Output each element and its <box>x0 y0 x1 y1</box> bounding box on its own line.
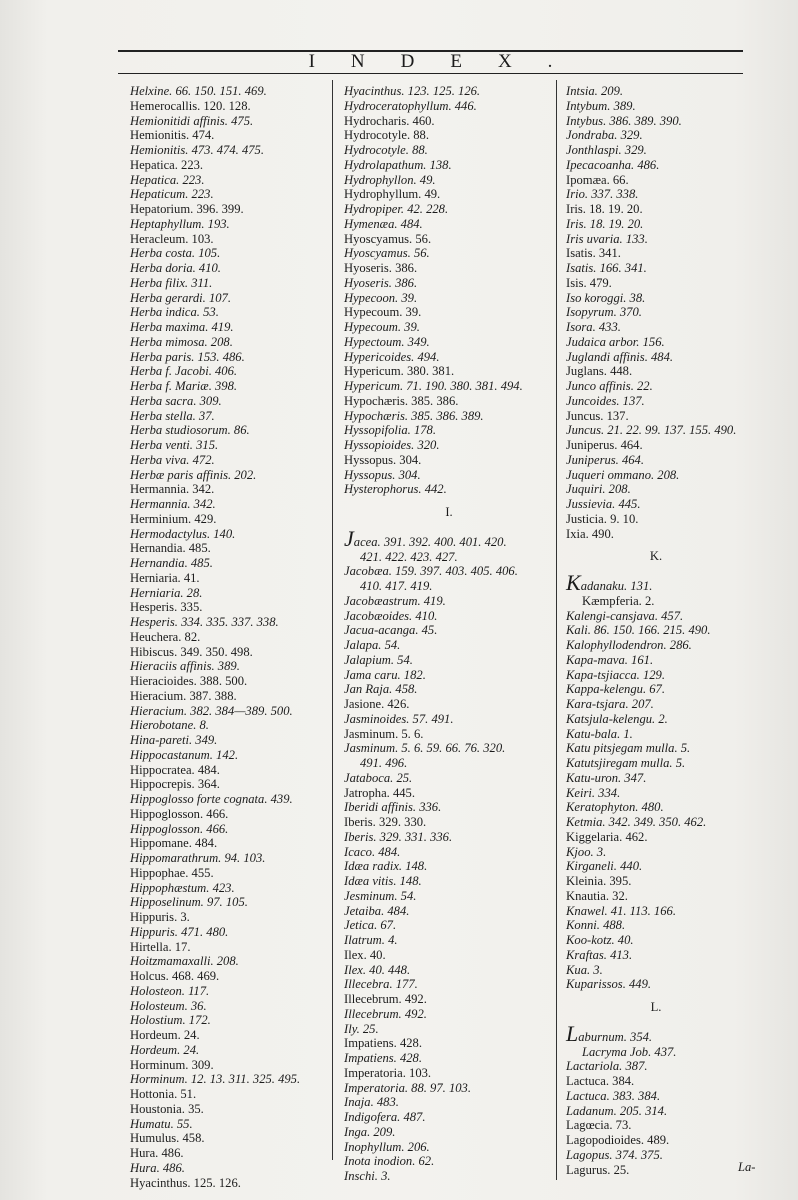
index-entry: Impatiens. 428. <box>344 1036 422 1051</box>
index-entry: Houstonia. 35. <box>130 1101 204 1116</box>
index-entry: Juncus. 137. <box>566 408 629 423</box>
index-entry: Illecebra. 177. <box>344 977 418 992</box>
index-entry: Kadanaku. 131. <box>566 570 653 595</box>
column-divider-right <box>556 80 557 1180</box>
index-entry: Jetica. 67. <box>344 918 397 933</box>
index-entry: Inota inodion. 62. <box>344 1154 435 1169</box>
page-title: INDEX. <box>308 51 589 72</box>
index-entry: Holcus. 468. 469. <box>130 969 220 983</box>
index-entry: Intsia. 209. <box>566 84 624 98</box>
index-entry: Jasminum. 5. 6. 59. 66. 76. 320. <box>344 741 506 756</box>
index-entry: Lagœcia. 73. <box>566 1118 632 1133</box>
index-column-2 <box>344 84 554 1184</box>
section-letter: L. <box>650 1000 662 1014</box>
index-entry: Hyssopus. 304. <box>344 452 422 467</box>
index-entry: Hura. 486. <box>130 1160 185 1175</box>
index-entry: Ixia. 490. <box>566 526 614 541</box>
index-entry: Ily. 25. <box>344 1021 379 1036</box>
index-entry: Jan Raja. 458. <box>344 682 418 697</box>
index-entry: Hippoglosson. 466. <box>130 806 229 821</box>
index-entry: Juglans. 448. <box>566 364 633 379</box>
section-letter: I. <box>445 505 453 519</box>
index-entry: Herba paris. 153. 486. <box>130 349 245 364</box>
index-entry: Hermannia. 342. <box>130 482 215 497</box>
index-entry: Ilex. 40. <box>344 947 386 962</box>
index-entry: Hyssopus. 304. <box>344 467 421 482</box>
index-entry: Jasminoides. 57. 491. <box>344 711 454 726</box>
index-entry: Hymenæa. 484. <box>344 216 423 231</box>
index-entry: Horminum. 12. 13. 311. 325. 495. <box>130 1072 301 1087</box>
index-entry: Koo-kotz. 40. <box>566 933 634 947</box>
index-entry: Hydrocotyle. 88. <box>344 128 429 143</box>
index-entry: Heracleum. 103. <box>130 231 214 246</box>
index-entry: Hydrophyllum. 49. <box>344 187 441 202</box>
index-entry: Indigofera. 487. <box>344 1110 426 1124</box>
index-entry: Hieracium. 382. 384—389. 500. <box>130 703 293 718</box>
index-entry: Herba filix. 311. <box>130 275 213 290</box>
index-entry: Hordeum. 24. <box>130 1028 200 1042</box>
index-entry: Holosteum. 36. <box>130 998 207 1013</box>
index-entry: Heptaphyllum. 193. <box>130 216 230 231</box>
index-entry: Ladanum. 205. 314. <box>566 1103 668 1118</box>
index-entry: Hyoscyamus. 56. <box>344 246 430 261</box>
index-entry: Hydrocotyle. 88. <box>344 143 428 157</box>
index-entry: Kapa-tsjiacca. 129. <box>566 667 665 682</box>
index-entry: Hemerocallis. 120. 128. <box>130 98 251 113</box>
index-entry: Laburnum. 354. <box>566 1020 653 1046</box>
index-entry: Iris uvaria. 133. <box>566 231 648 246</box>
index-entry: Jacobæoides. 410. <box>344 608 438 623</box>
index-entry: Isopyrum. 370. <box>566 305 642 320</box>
index-entry: Juquiri. 208. <box>566 482 631 497</box>
index-entry: Horminum. 309. <box>130 1057 214 1072</box>
index-entry: Kjoo. 3. <box>566 844 607 859</box>
index-entry: Intybum. 389. <box>566 98 636 113</box>
index-entry: Herba mimosa. 208. <box>130 334 233 349</box>
index-entry: Herba venti. 315. <box>130 438 219 452</box>
index-entry: Kua. 3. <box>566 962 603 977</box>
index-entry: Hottonia. 51. <box>130 1087 197 1101</box>
index-entry: Illecebrum. 492. <box>344 1006 427 1021</box>
index-entry: Herba maxima. 419. <box>130 320 234 334</box>
index-entry: Hypochæris. 385. 386. 389. <box>344 408 484 423</box>
index-entry: Juncus. 21. 22. 99. 137. 155. 490. <box>566 423 737 438</box>
index-entry: Hernandia. 485. <box>130 541 211 556</box>
index-entry: Humulus. 458. <box>130 1131 205 1146</box>
index-entry: Hippophæstum. 423. <box>130 880 235 895</box>
index-entry: Icaco. 484. <box>344 844 401 859</box>
index-entry-continuation: 410. 417. 419. <box>360 579 433 593</box>
index-entry-continuation: Lacryma Job. 437. <box>582 1044 677 1059</box>
index-entry: Katutsjiregam mulla. 5. <box>566 756 686 770</box>
index-entry: Hermannia. 342. <box>130 497 216 511</box>
index-entry: Herba gerardi. 107. <box>130 290 231 305</box>
index-entry: Hibiscus. 349. 350. 498. <box>130 644 253 659</box>
index-entry: Imperatoria. 103. <box>344 1065 432 1080</box>
index-entry: Jacea. 391. 392. 400. 401. 420. <box>344 525 507 551</box>
index-entry: Lactariola. 387. <box>566 1059 648 1074</box>
index-entry: Hippoglosso forte cognata. 439. <box>130 792 293 806</box>
index-entry: Herba doria. 410. <box>130 261 221 275</box>
index-entry: Katu pitsjegam mulla. 5. <box>566 741 691 756</box>
index-entry: Hypericoides. 494. <box>344 349 440 364</box>
index-entry: Jasminum. 5. 6. <box>344 726 424 741</box>
index-entry: Ketmia. 342. 349. 350. 462. <box>566 815 707 829</box>
column-divider-left <box>332 80 333 1160</box>
index-entry: Heuchera. 82. <box>130 629 201 644</box>
index-entry: Herba studiosorum. 86. <box>130 423 250 438</box>
index-entry-continuation: Kæmpferia. 2. <box>582 593 655 608</box>
index-entry: Lagopodioides. 489. <box>566 1133 670 1147</box>
index-entry: Kapa-mava. 161. <box>566 652 654 667</box>
index-entry: Iberidi affinis. 336. <box>344 800 442 815</box>
index-entry: Hippomarathrum. 94. 103. <box>130 851 266 865</box>
index-entry: Isora. 433. <box>566 320 621 334</box>
index-entry: Hieraciis affinis. 389. <box>130 659 240 674</box>
index-entry: Juniperus. 464. <box>566 452 645 467</box>
index-entry: Lactuca. 384. <box>566 1074 635 1088</box>
index-entry: Idæa vitis. 148. <box>344 874 422 888</box>
index-entry: Knautia. 32. <box>566 888 628 903</box>
index-column-1 <box>130 84 326 1190</box>
index-entry: Intybus. 386. 389. 390. <box>566 113 682 128</box>
index-entry: Jatropha. 445. <box>344 785 415 800</box>
index-entry: Hepatica. 223. <box>130 157 204 172</box>
index-entry: Inschi. 3. <box>344 1169 391 1183</box>
index-entry: Jacobæa. 159. 397. 403. 405. 406. <box>344 564 518 579</box>
index-entry: Hoitzmamaxalli. 208. <box>130 954 239 969</box>
index-entry: Hysterophorus. 442. <box>344 482 447 497</box>
index-entry: Irio. 337. 338. <box>566 187 639 202</box>
index-entry: Hemionitis. 474. <box>130 128 215 143</box>
index-entry: Justicia. 9. 10. <box>566 511 639 526</box>
index-entry: Hippocastanum. 142. <box>130 747 239 762</box>
index-entry: Lactuca. 383. 384. <box>566 1088 661 1103</box>
index-entry: Hypericum. 71. 190. 380. 381. 494. <box>344 379 523 393</box>
index-entry: Hypochæris. 385. 386. <box>344 393 459 408</box>
index-entry: Katu-uron. 347. <box>566 770 647 785</box>
index-entry: Hippocrepis. 364. <box>130 777 220 792</box>
index-entry: Lagopus. 374. 375. <box>566 1147 663 1162</box>
index-entry: Inaja. 483. <box>344 1095 399 1110</box>
index-entry: Juglandi affinis. 484. <box>566 349 674 364</box>
index-entry: Hypecoon. 39. <box>344 290 418 305</box>
index-entry: Herniaria. 41. <box>130 570 200 585</box>
index-entry: Kappa-kelengu. 67. <box>566 682 665 697</box>
index-entry: Hyssopioides. 320. <box>344 438 440 452</box>
index-entry: Herminium. 429. <box>130 511 217 526</box>
index-entry: Iris. 18. 19. 20. <box>566 216 644 231</box>
index-entry: Jacobæastrum. 419. <box>344 593 446 608</box>
index-entry: Hemionitis. 473. 474. 475. <box>130 143 264 157</box>
index-entry: Jussievia. 445. <box>566 497 641 511</box>
index-entry: Jataboca. 25. <box>344 770 413 785</box>
index-entry: Keratophyton. 480. <box>566 800 664 815</box>
index-entry: Iso koroggi. 38. <box>566 290 646 305</box>
index-entry: Jasione. 426. <box>344 697 410 711</box>
index-entry: Jetaiba. 484. <box>344 903 410 918</box>
index-entry: Hyacinthus. 125. 126. <box>130 1175 241 1190</box>
index-entry: Hyssopifolia. 178. <box>344 423 437 438</box>
index-entry: Hyoseris. 386. <box>344 261 418 275</box>
index-entry: Isis. 479. <box>566 275 612 290</box>
index-entry: Ipecacoanha. 486. <box>566 157 660 172</box>
index-entry: Ilatrum. 4. <box>344 933 398 947</box>
index-entry: Herba stella. 37. <box>130 408 215 423</box>
index-entry: Kali. 86. 150. 166. 215. 490. <box>566 623 711 638</box>
index-entry: Iberis. 329. 330. <box>344 815 427 829</box>
index-entry: Hydropiper. 42. 228. <box>344 202 449 216</box>
index-entry: Isatis. 166. 341. <box>566 261 647 275</box>
index-entry: Juniperus. 464. <box>566 438 643 452</box>
header-bottom-rule <box>118 73 743 74</box>
index-entry: Kleinia. 395. <box>566 874 632 888</box>
index-entry: Jacua-acanga. 45. <box>344 623 438 638</box>
index-entry: Hepaticum. 223. <box>130 187 214 202</box>
index-entry: Hippoglosson. 466. <box>130 821 229 836</box>
index-entry: Konni. 488. <box>566 918 626 933</box>
index-entry: Hura. 486. <box>130 1146 184 1160</box>
index-entry: Helxine. 66. 150. 151. 469. <box>130 84 267 98</box>
index-entry: Hierobotane. 8. <box>130 718 209 733</box>
index-entry: Hordeum. 24. <box>130 1042 200 1057</box>
index-entry: Hieracium. 387. 388. <box>130 688 237 703</box>
index-entry: Hipposelinum. 97. 105. <box>130 895 248 910</box>
index-entry: Isatis. 341. <box>566 246 621 261</box>
index-entry: Hepatica. 223. <box>130 172 205 187</box>
index-entry: Hepatorium. 396. 399. <box>130 202 244 216</box>
index-entry: Katu-bala. 1. <box>566 726 633 741</box>
index-entry: Jalapium. 54. <box>344 652 413 667</box>
index-entry: Junco affinis. 22. <box>566 379 653 393</box>
index-entry: Hydrolapathum. 138. <box>344 157 452 172</box>
index-entry: Kuparissos. 449. <box>566 977 652 992</box>
index-entry: Herbæ paris affinis. 202. <box>130 467 257 482</box>
index-entry: Hina-pareti. 349. <box>130 733 218 747</box>
index-entry: Hippophae. 455. <box>130 865 214 880</box>
index-entry: Hemionitidi affinis. 475. <box>130 113 254 128</box>
index-entry: Impatiens. 428. <box>344 1051 423 1065</box>
index-entry: Imperatoria. 88. 97. 103. <box>344 1080 471 1095</box>
index-entry: Hypecoum. 39. <box>344 305 422 320</box>
index-entry: Iris. 18. 19. 20. <box>566 202 643 216</box>
index-entry: Jalapa. 54. <box>344 638 401 652</box>
index-entry: Hyoseris. 386. <box>344 275 418 290</box>
index-entry: Kalengi-cansjava. 457. <box>566 608 684 623</box>
index-entry: Herba f. Jacobi. 406. <box>130 364 238 379</box>
index-entry: Herba viva. 472. <box>130 452 215 467</box>
index-entry: Herba f. Mariæ. 398. <box>130 379 238 393</box>
index-entry: Kraftas. 413. <box>566 947 633 962</box>
index-entry: Hippomane. 484. <box>130 836 218 851</box>
index-column-3 <box>566 84 746 1177</box>
index-entry: Jama caru. 182. <box>344 667 426 682</box>
index-entry: Illecebrum. 492. <box>344 992 427 1006</box>
index-entry: Hydrocharis. 460. <box>344 113 435 128</box>
index-entry: Hyacinthus. 123. 125. 126. <box>344 84 481 98</box>
index-entry: Hieracioides. 388. 500. <box>130 674 248 688</box>
index-entry: Inophyllum. 206. <box>344 1139 430 1154</box>
index-entry: Hydroceratophyllum. 446. <box>344 98 477 113</box>
index-entry: Hippocratea. 484. <box>130 762 220 777</box>
index-entry: Hippuris. 471. 480. <box>130 924 229 939</box>
index-entry: Holostium. 172. <box>130 1013 211 1028</box>
section-letter: K. <box>649 549 663 564</box>
index-entry: Holosteon. 117. <box>130 983 210 998</box>
index-entry: Kara-tsjara. 207. <box>566 697 654 711</box>
index-entry: Idæa radix. 148. <box>344 859 428 874</box>
index-entry: Hypericum. 380. 381. <box>344 364 455 379</box>
index-entry: Jonthlaspi. 329. <box>566 143 647 157</box>
index-entry: Hirtella. 17. <box>130 939 191 954</box>
index-entry: Hypectoum. 349. <box>344 334 430 349</box>
index-entry: Iberis. 329. 331. 336. <box>344 829 453 844</box>
index-entry: Keiri. 334. <box>566 785 621 800</box>
index-entry: Hydrophyllon. 49. <box>344 172 436 187</box>
index-entry: Hyoscyamus. 56. <box>344 231 432 246</box>
index-entry-continuation: 421. 422. 423. 427. <box>360 549 458 564</box>
index-entry: Kiggelaria. 462. <box>566 829 648 844</box>
page-header <box>118 48 743 76</box>
index-entry: Hernandia. 485. <box>130 556 213 570</box>
index-entry: Hesperis. 335. <box>130 600 203 615</box>
index-entry: Herba costa. 105. <box>130 246 221 261</box>
index-entry: Jesminum. 54. <box>344 888 417 903</box>
index-entry: Humatu. 55. <box>130 1116 193 1131</box>
index-entry: Herba indica. 53. <box>130 305 219 320</box>
index-entry: Inga. 209. <box>344 1124 396 1139</box>
index-entry: Jondraba. 329. <box>566 128 643 143</box>
index-entry: Juqueri ommano. 208. <box>566 467 680 482</box>
index-entry: Hippuris. 3. <box>130 910 190 924</box>
index-entry: Hermodactylus. 140. <box>130 526 236 541</box>
index-entry: Ilex. 40. 448. <box>344 962 411 977</box>
index-entry: Knawel. 41. 113. 166. <box>566 903 676 918</box>
index-entry: Kirganeli. 440. <box>566 859 643 874</box>
index-entry: Lagurus. 25. <box>566 1162 630 1177</box>
index-entry: Katsjula-kelengu. 2. <box>566 711 668 726</box>
index-entry: Hypecoum. 39. <box>344 320 420 334</box>
catchword: La- <box>738 1160 756 1174</box>
index-entry: Herniaria. 28. <box>130 585 203 600</box>
index-entry: Kalophyllodendron. 286. <box>566 638 692 652</box>
index-entry: Ipomæa. 66. <box>566 172 629 187</box>
index-entry: Judaica arbor. 156. <box>566 334 665 349</box>
index-entry: Juncoides. 137. <box>566 393 645 408</box>
index-entry: Herba sacra. 309. <box>130 393 222 408</box>
index-entry: Hesperis. 334. 335. 337. 338. <box>130 615 279 629</box>
index-entry-continuation: 491. 496. <box>360 756 408 770</box>
